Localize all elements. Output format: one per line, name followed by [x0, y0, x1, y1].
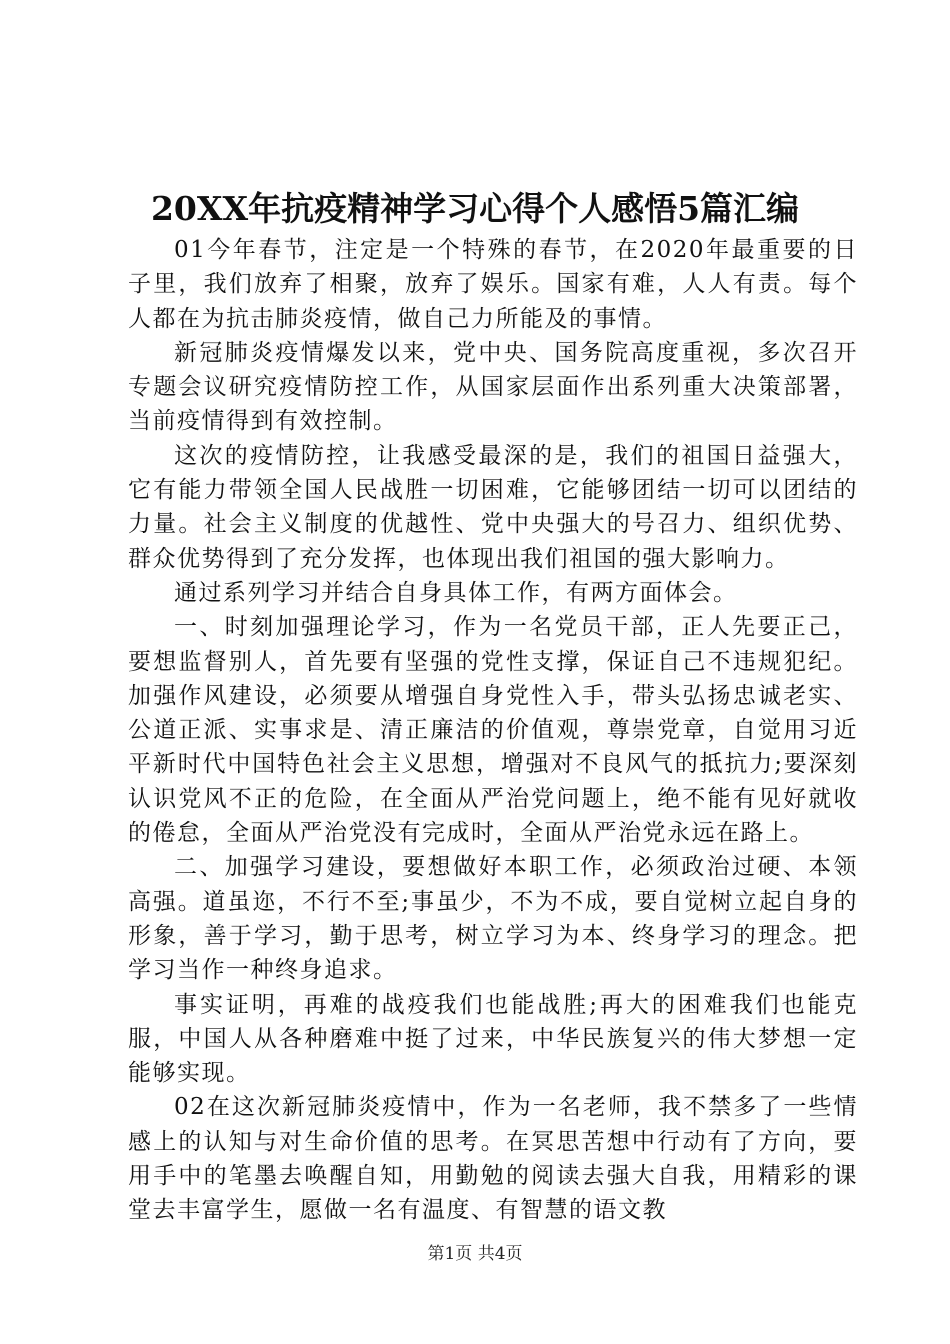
paragraph: 新冠肺炎疫情爆发以来，党中央、国务院高度重视，多次召开专题会议研究疫情防控工作，从国家层面作出系列重大决策部署，当前疫情得到有效控制。 — [128, 339, 858, 435]
paragraph: 这次的疫情防控，让我感受最深的是，我们的祖国日益强大，它有能力带领全国人民战胜一切困难，它能够团结一切可以团结的力量。社会主义制度的优越性、党中央强大的号召力、组织优势、群众优势得到了充分发挥，也体现出我们祖国的强大影响力。 — [128, 442, 858, 572]
paragraph: 事实证明，再难的战疫我们也能战胜;再大的困难我们也能克服，中国人从各种磨难中挺了过来，中华民族复兴的伟大梦想一定能够实现。 — [128, 991, 858, 1087]
paragraph: 02在这次新冠肺炎疫情中，作为一名老师，我不禁多了一些情感上的认知与对生命价值的思考。在冥思苦想中行动有了方向，要用手中的笔墨去唤醒自知，用勤勉的阅读去强大自我，用精彩的课堂去丰富学生，愿做一名有温度、有智慧的语文教 — [128, 1094, 858, 1224]
page-footer: 第1页 共4页 — [427, 1244, 523, 1264]
document-body — [128, 233, 858, 1228]
paragraph: 一、时刻加强理论学习，作为一名党员干部，正人先要正己，要想监督别人，首先要有坚强的党性支撑，保证自己不违规犯纪。加强作风建设，必须要从增强自身党性入手，带头弘扬忠诚老实、公道正派、实事求是、清正廉洁的价值观，尊崇党章，自觉用习近平新时代中国特色社会主义思想，增强对不良风气的抵抗力;要深刻认识党风不正的危险，在全面从严治党问题上，绝不能有见好就收的倦怠，全面从严治党没有完成时，全面从严治党永远在路上。 — [128, 614, 858, 847]
paragraph: 01今年春节，注定是一个特殊的春节，在2020年最重要的日子里，我们放弃了相聚，放弃了娱乐。国家有难，人人有责。每个人都在为抗击肺炎疫情，做自己力所能及的事情。 — [128, 237, 858, 332]
paragraph: 通过系列学习并结合自身具体工作，有两方面体会。 — [174, 579, 738, 606]
paragraph: 二、加强学习建设，要想做好本职工作，必须政治过硬、本领高强。道虽迩，不行不至;事虽少，不为不成，要自觉树立起自身的形象，善于学习，勤于思考，树立学习为本、终身学习的理念。把学习当作一种终身追求。 — [128, 854, 858, 984]
document-title: 20XX年抗疫精神学习心得个人感悟5篇汇编 — [150, 189, 800, 228]
